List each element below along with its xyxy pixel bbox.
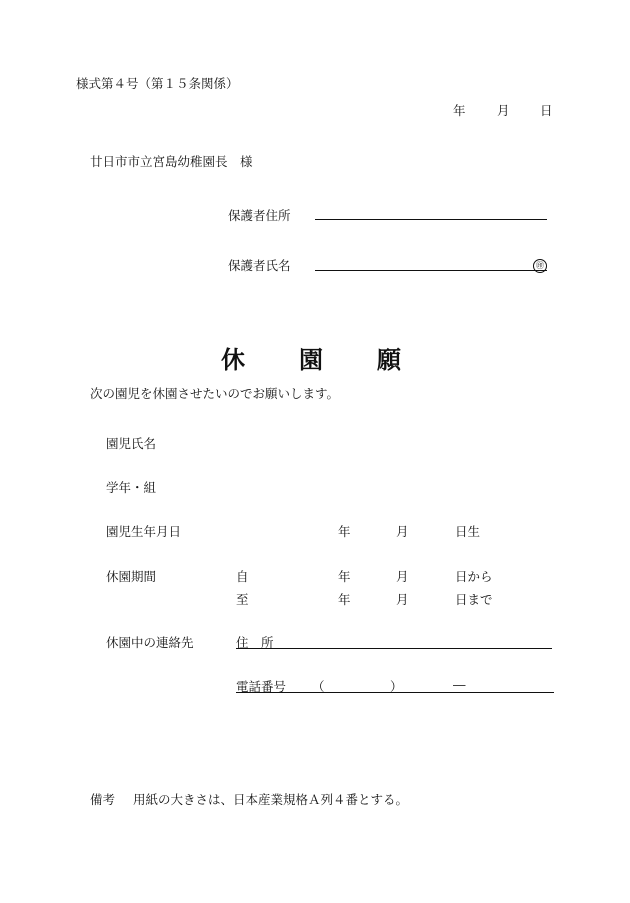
to-label: 至: [236, 592, 249, 607]
contact-address-line[interactable]: [236, 648, 552, 649]
date-day: 日: [540, 103, 553, 118]
guardian-name-label: 保護者氏名: [228, 258, 291, 273]
guardian-address-line[interactable]: [315, 219, 547, 220]
seal-mark: ㊞: [533, 256, 547, 273]
contact-address-label: 住 所: [236, 635, 274, 650]
phone-dash: ―: [453, 677, 466, 692]
date-year: 年: [453, 103, 466, 118]
phone-label: 電話番号: [236, 679, 287, 694]
period-label: 休園期間: [106, 569, 157, 584]
form-number: 様式第４号（第１５条関係）: [76, 76, 239, 91]
birth-month: 月: [396, 524, 409, 539]
contact-label: 休園中の連絡先: [106, 635, 194, 650]
birth-day: 日生: [455, 524, 481, 539]
guardian-address-label: 保護者住所: [228, 208, 291, 223]
page-title: [221, 340, 401, 375]
birthdate-label: 園児生年月日: [106, 524, 182, 539]
phone-close-paren: ）: [390, 679, 403, 694]
to-day: 日まで: [455, 592, 493, 607]
date-month: 月: [497, 103, 510, 118]
to-year: 年: [338, 592, 351, 607]
title-char-2: 園: [298, 345, 323, 374]
from-day: 日から: [455, 569, 493, 584]
remarks-text: 用紙の大きさは、日本産業規格Ａ列４番とする。: [133, 792, 409, 807]
from-month: 月: [396, 569, 409, 584]
title-char-1: 休: [221, 345, 245, 374]
remarks-label: 備考: [90, 792, 116, 807]
phone-line[interactable]: [236, 692, 554, 693]
intro-text: 次の園児を休園させたいのでお願いします。: [90, 386, 340, 401]
to-month: 月: [396, 592, 409, 607]
from-label: 自: [236, 569, 249, 584]
grade-class-label: 学年・組: [106, 480, 157, 495]
child-name-label: 園児氏名: [106, 436, 157, 451]
from-year: 年: [338, 569, 351, 584]
guardian-name-line[interactable]: [315, 270, 547, 271]
title-char-3: 願: [376, 345, 401, 374]
phone-open-paren: （: [312, 679, 325, 694]
addressee: 廿日市市立宮島幼稚園長 様: [90, 154, 253, 169]
birth-year: 年: [338, 524, 351, 539]
